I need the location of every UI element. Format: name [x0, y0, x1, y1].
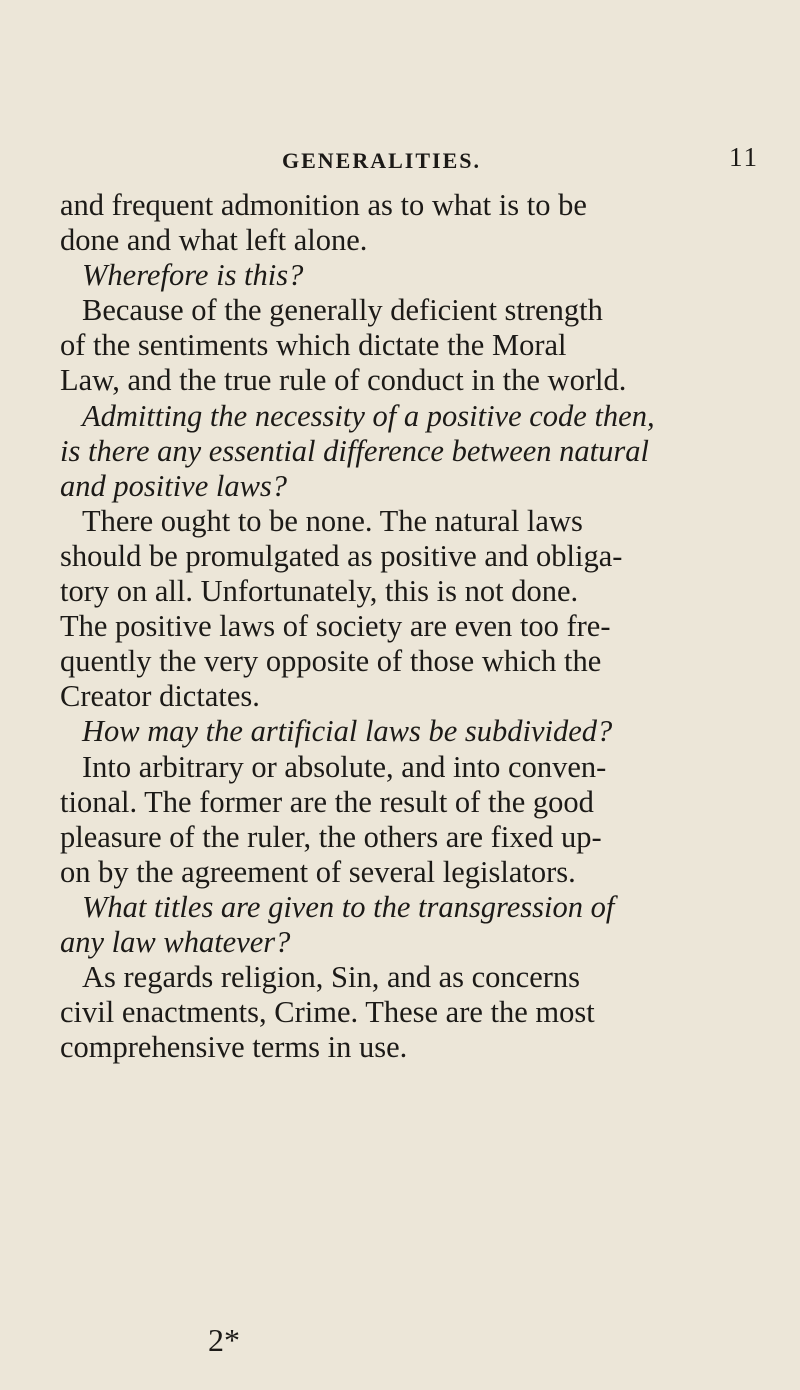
- text-line: and frequent admonition as to what is to be: [60, 188, 587, 222]
- text-line: As regards religion, Sin, and as concerns: [82, 960, 581, 995]
- text-line: tory on all. Unfortunately, this is not done.: [60, 574, 579, 609]
- text-line: Into arbitrary or absolute, and into conven-: [82, 749, 607, 784]
- question-line: any law whatever?: [60, 924, 291, 959]
- question-line: What titles are given to the transgression of: [82, 889, 615, 924]
- text-line: quently the very opposite of those which the: [60, 644, 602, 679]
- text-line: Law, and the true rule of conduct in the world.: [60, 363, 627, 398]
- text-line: of the sentiments which dictate the Moral: [60, 328, 567, 363]
- question-line: How may the artificial laws be subdivided?: [82, 714, 613, 749]
- text-line: The positive laws of society are even too fre-: [60, 609, 611, 644]
- text-line: civil enactments, Crime. These are the most: [60, 995, 595, 1030]
- question-line: Wherefore is this?: [82, 258, 304, 293]
- text-line: There ought to be none. The natural laws: [82, 503, 583, 538]
- signature-mark: 2*: [208, 1322, 240, 1358]
- text-line: Creator dictates.: [60, 679, 260, 714]
- text-line: comprehensive terms in use.: [60, 1030, 408, 1065]
- text-line: tional. The former are the result of the good: [60, 784, 594, 819]
- question-line: is there any essential difference between natural: [60, 433, 649, 468]
- text-line: done and what left alone.: [60, 223, 368, 258]
- text-line: Because of the generally deficient strength: [82, 293, 603, 328]
- body-text: [60, 188, 760, 1065]
- question-line: Admitting the necessity of a positive code then,: [82, 398, 655, 433]
- text-line: should be promulgated as positive and obliga-: [60, 538, 623, 573]
- text-line: pleasure of the ruler, the others are fixed up-: [60, 819, 602, 854]
- running-title: GENERALITIES.: [282, 148, 482, 173]
- question-line: and positive laws?: [60, 468, 288, 503]
- page-number: 11: [729, 142, 759, 172]
- text-line: on by the agreement of several legislators.: [60, 854, 576, 889]
